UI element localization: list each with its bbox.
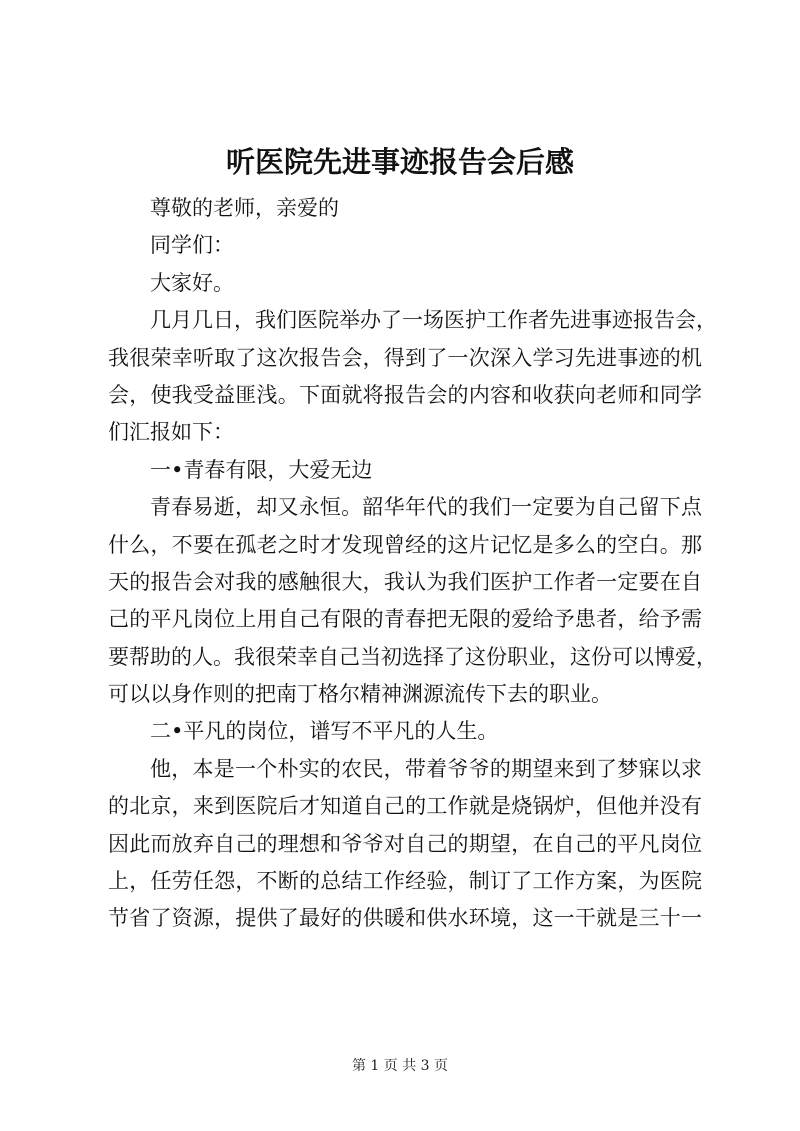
paragraph-line: 要帮助的人。我很荣幸自己当初选择了这份职业，这份可以博爱， (108, 644, 717, 669)
paragraph-line: 几月几日，我们医院举办了一场医护工作者先进事迹报告会， (150, 308, 717, 333)
paragraph-line: 己的平凡岗位上用自己有限的青春把无限的爱给予患者，给予需 (108, 607, 702, 632)
paragraph-line: 我很荣幸听取了这次报告会，得到了一次深入学习先进事迹的机 (108, 345, 702, 370)
paragraph-line: 青春易逝，却又永恒。韶华年代的我们一定要为自己留下点 (150, 495, 702, 520)
paragraph-line: 的北京，来到医院后才知道自己的工作就是烧锅炉，但他并没有 (108, 794, 702, 819)
paragraph-line: 上，任劳任怨，不断的总结工作经验，制订了工作方案，为医院 (108, 869, 702, 894)
paragraph-line: 什么，不要在孤老之时才发现曾经的这片记忆是多么的空白。那 (108, 532, 702, 557)
paragraph-line: 节省了资源，提供了最好的供暖和供水环境，这一干就是三十一 (108, 906, 702, 931)
greeting-line: 尊敬的老师，亲爱的 (150, 196, 339, 220)
document-title: 听医院先进事迹报告会后感 (225, 145, 574, 179)
paragraph-line: 他，本是一个朴实的农民，带着爷爷的期望来到了梦寐以求 (150, 756, 702, 781)
paragraph-line: 们汇报如下： (108, 420, 234, 445)
paragraph-line: 会，使我受益匪浅。下面就将报告会的内容和收获向老师和同学 (108, 382, 702, 407)
section-heading: 一•青春有限，大爱无边 (150, 457, 373, 482)
section-heading: 二•平凡的岗位，谱写不平凡的人生。 (150, 719, 499, 744)
greeting-line: 同学们： (150, 233, 234, 258)
greeting-line: 大家好。 (150, 270, 234, 295)
page-footer: 第 1 页 共 3 页 (351, 1058, 449, 1074)
paragraph-line: 天的报告会对我的感触很大，我认为我们医护工作者一定要在自 (108, 569, 702, 594)
paragraph-line: 因此而放弃自己的理想和爷爷对自己的期望，在自己的平凡岗位 (108, 831, 702, 856)
document-body (108, 190, 717, 938)
paragraph-line: 可以以身作则的把南丁格尔精神渊源流传下去的职业。 (108, 682, 612, 707)
